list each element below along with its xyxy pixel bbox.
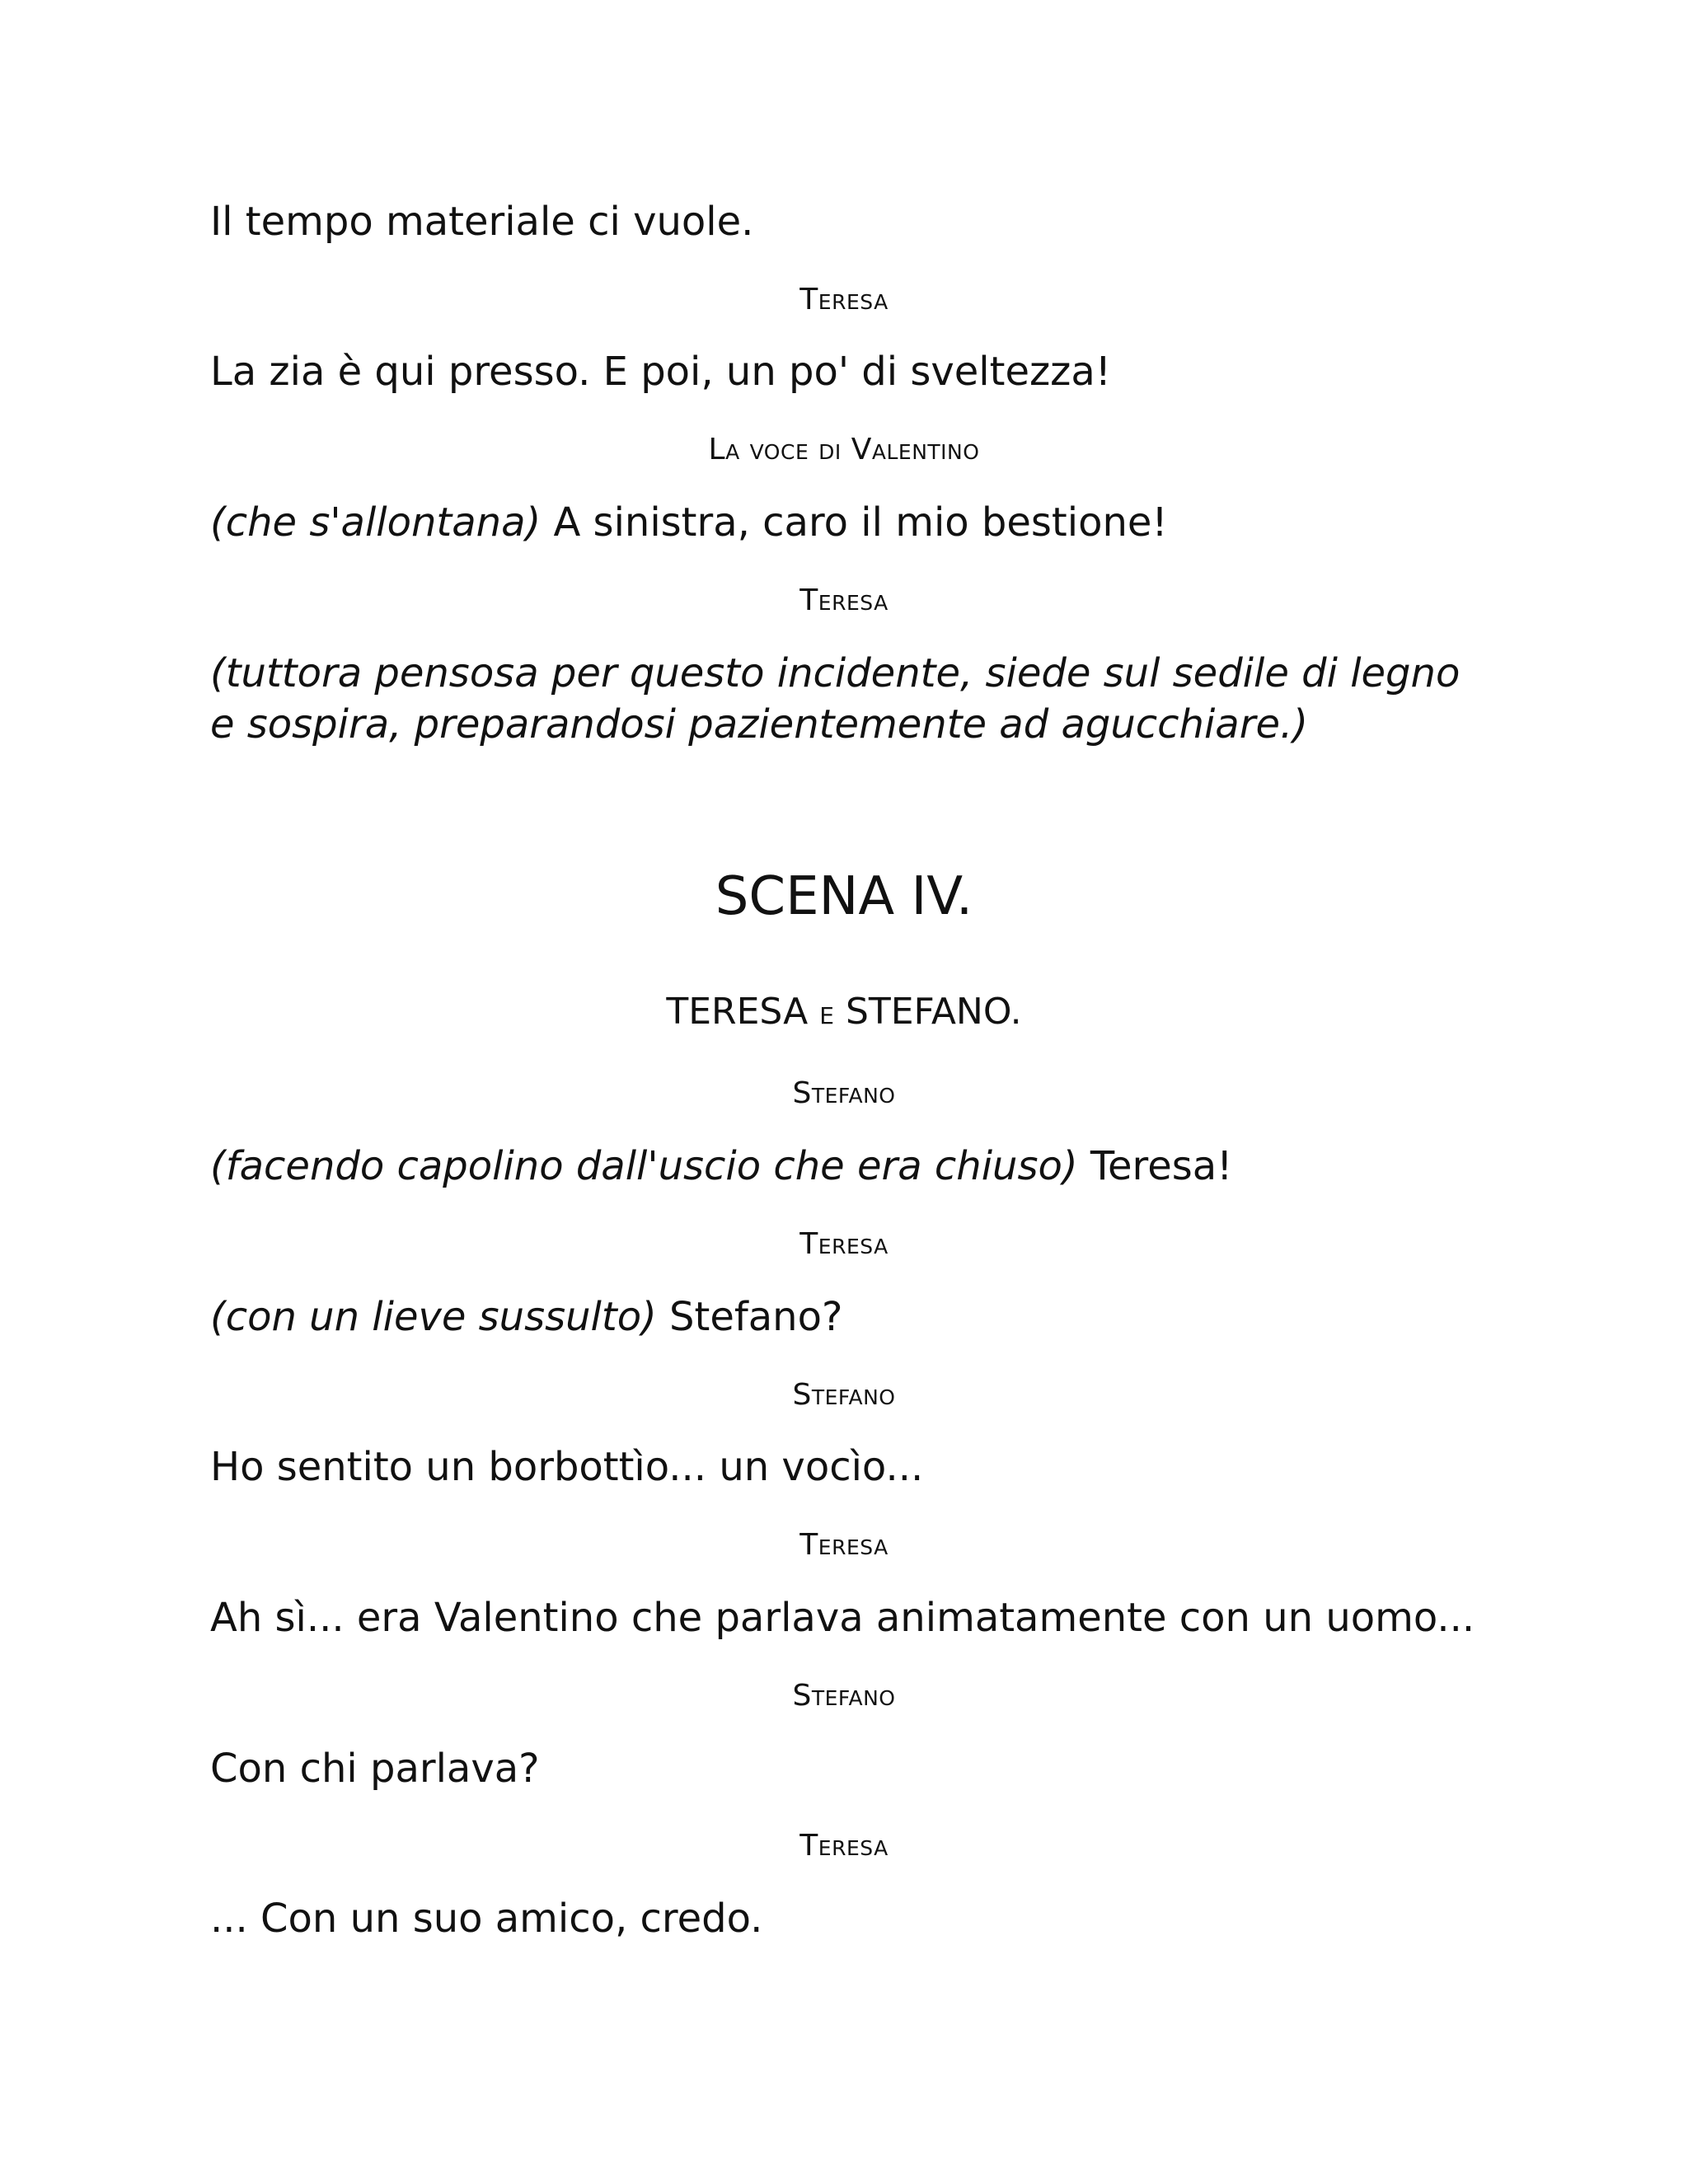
line-text: ... Con un suo amico, credo. <box>210 1896 763 1942</box>
speaker-name: Stefano <box>792 1076 896 1110</box>
dialogue-line <box>210 1291 1479 1343</box>
dialogue-line <box>210 497 1479 548</box>
stage-direction: (facendo capolino dall'uscio che era chiuso) <box>210 1143 1078 1189</box>
stage-direction: (con un lieve sussulto) <box>210 1294 657 1340</box>
stage-direction: (tuttora pensosa per questo incidente, siede sul sedile di legno e sospira, preparandosi pazientemente ad agucchiare.) <box>210 650 1461 748</box>
line-text: La zia è qui presso. E poi, un po' di sveltezza! <box>210 349 1112 395</box>
scene-cast <box>0 988 1688 1040</box>
dialogue-line <box>210 1441 1479 1493</box>
line-text: Con chi parlava? <box>210 1746 540 1792</box>
dialogue-line <box>210 1743 1479 1794</box>
line-text: Stefano? <box>656 1294 843 1340</box>
dialogue-line <box>210 1141 1479 1192</box>
line-text: Ho sentito un borbottìo... un vocìo... <box>210 1444 924 1490</box>
cast-conjunction: E <box>819 1002 834 1029</box>
line-text: Il tempo materiale ci vuole. <box>210 199 754 245</box>
speaker-name: Teresa <box>799 1528 889 1562</box>
speaker-name: La voce di Valentino <box>708 433 980 466</box>
speaker-name: Stefano <box>792 1378 896 1412</box>
scene-title: SCENA IV. <box>715 866 973 927</box>
speaker-name: Stefano <box>792 1679 896 1713</box>
line-text: A sinistra, caro il mio bestione! <box>541 499 1168 546</box>
line-text: Teresa! <box>1077 1143 1233 1189</box>
speaker-name: Teresa <box>799 583 889 617</box>
stage-direction: (che s'allontana) <box>210 499 542 546</box>
dialogue-line <box>210 1592 1479 1643</box>
speaker-name: Teresa <box>799 1829 889 1863</box>
cast-member: STEFANO. <box>845 991 1022 1033</box>
dialogue-paragraph <box>210 648 1479 750</box>
dialogue-line <box>210 1893 1479 1944</box>
dialogue-line <box>210 196 1479 247</box>
line-text: Ah sì... era Valentino che parlava animatamente con un uomo... <box>210 1595 1475 1641</box>
speaker-name: Teresa <box>799 283 889 316</box>
dialogue-line <box>210 346 1479 397</box>
speaker-name: Teresa <box>799 1227 889 1261</box>
cast-member: TERESA <box>666 991 809 1033</box>
